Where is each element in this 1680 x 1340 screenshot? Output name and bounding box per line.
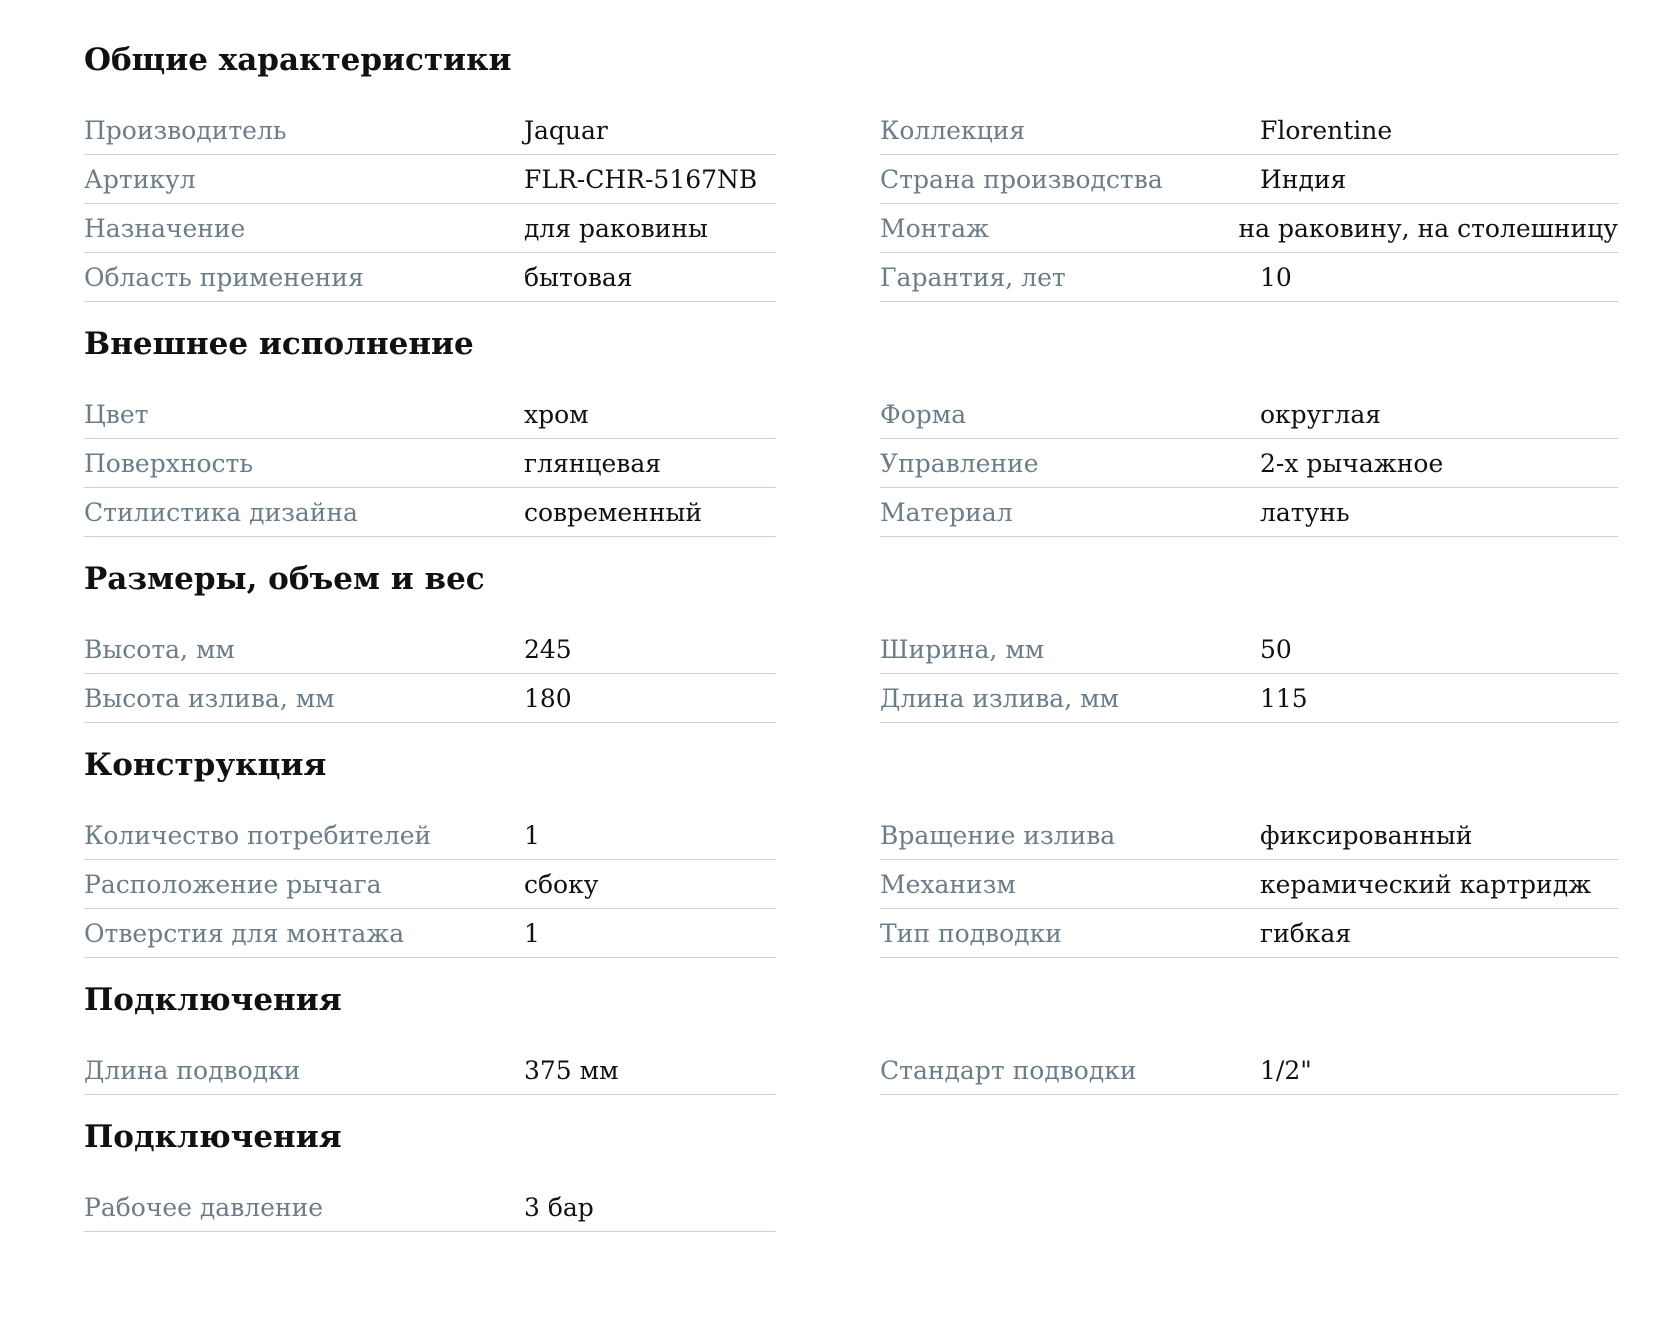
spec-column-left xyxy=(84,1046,776,1095)
spec-column-right xyxy=(880,106,1618,302)
spec-value: глянцевая xyxy=(524,448,662,478)
spec-row xyxy=(880,439,1618,488)
spec-column-left xyxy=(84,390,776,537)
spec-label: Форма xyxy=(880,399,967,429)
spec-label: Механизм xyxy=(880,869,1016,899)
spec-label: Высота, мм xyxy=(84,634,235,664)
spec-label: Вращение излива xyxy=(880,820,1116,850)
spec-section xyxy=(84,36,1680,302)
spec-row xyxy=(84,1046,776,1095)
section-title: Общие характеристики xyxy=(84,42,512,78)
spec-section xyxy=(84,1113,1680,1232)
spec-row xyxy=(84,204,776,253)
section-title: Внешнее исполнение xyxy=(84,326,474,362)
spec-row xyxy=(880,155,1618,204)
spec-column-left xyxy=(84,106,776,302)
spec-row xyxy=(880,204,1618,253)
spec-row xyxy=(84,253,776,302)
spec-section xyxy=(84,741,1680,958)
spec-row xyxy=(84,860,776,909)
spec-column-right xyxy=(880,1183,1618,1232)
section-title: Конструкция xyxy=(84,747,327,783)
spec-value: 115 xyxy=(1260,683,1308,713)
spec-value: Индия xyxy=(1260,164,1347,194)
spec-value: Jaquar xyxy=(524,115,608,145)
spec-row xyxy=(84,155,776,204)
spec-columns xyxy=(84,811,1680,958)
spec-value: округлая xyxy=(1260,399,1382,429)
spec-value: 50 xyxy=(1260,634,1292,664)
spec-label: Материал xyxy=(880,497,1013,527)
spec-label: Гарантия, лет xyxy=(880,262,1066,292)
spec-label: Длина подводки xyxy=(84,1055,301,1085)
spec-column-left xyxy=(84,625,776,723)
spec-row xyxy=(880,253,1618,302)
spec-value: 10 xyxy=(1260,262,1292,292)
spec-columns xyxy=(84,625,1680,723)
spec-label: Поверхность xyxy=(84,448,253,478)
spec-value: Florentine xyxy=(1260,115,1393,145)
spec-row xyxy=(880,488,1618,537)
spec-value: 3 бар xyxy=(524,1192,594,1222)
spec-section xyxy=(84,555,1680,723)
spec-row xyxy=(84,106,776,155)
spec-row xyxy=(84,439,776,488)
section-title: Подключения xyxy=(84,1119,342,1155)
spec-columns xyxy=(84,1046,1680,1095)
spec-value: FLR-CHR-5167NB xyxy=(524,164,758,194)
spec-row xyxy=(880,909,1618,958)
spec-column-left xyxy=(84,811,776,958)
spec-value: 1 xyxy=(524,918,540,948)
spec-label: Монтаж xyxy=(880,213,990,243)
spec-row xyxy=(880,860,1618,909)
spec-row xyxy=(84,811,776,860)
spec-row xyxy=(880,106,1618,155)
spec-value: современный xyxy=(524,497,703,527)
spec-value: на раковину, на столешницу xyxy=(1238,213,1618,243)
spec-label: Стандарт подводки xyxy=(880,1055,1137,1085)
spec-label: Высота излива, мм xyxy=(84,683,335,713)
spec-row xyxy=(880,811,1618,860)
spec-row xyxy=(880,625,1618,674)
spec-value: 1 xyxy=(524,820,540,850)
spec-label: Отверстия для монтажа xyxy=(84,918,405,948)
spec-columns xyxy=(84,1183,1680,1232)
spec-row xyxy=(84,1183,776,1232)
spec-value: сбоку xyxy=(524,869,599,899)
spec-label: Количество потребителей xyxy=(84,820,432,850)
spec-label: Стилистика дизайна xyxy=(84,497,358,527)
spec-row xyxy=(880,1046,1618,1095)
spec-value: фиксированный xyxy=(1260,820,1473,850)
spec-column-left xyxy=(84,1183,776,1232)
spec-label: Коллекция xyxy=(880,115,1026,145)
spec-columns xyxy=(84,390,1680,537)
spec-label: Область применения xyxy=(84,262,364,292)
spec-label: Страна производства xyxy=(880,164,1163,194)
spec-column-right xyxy=(880,1046,1618,1095)
spec-row xyxy=(880,674,1618,723)
spec-label: Расположение рычага xyxy=(84,869,382,899)
spec-column-right xyxy=(880,625,1618,723)
spec-label: Ширина, мм xyxy=(880,634,1045,664)
spec-column-right xyxy=(880,390,1618,537)
spec-row xyxy=(84,674,776,723)
spec-value: хром xyxy=(524,399,589,429)
spec-columns xyxy=(84,106,1680,302)
spec-value: 2-х рычажное xyxy=(1260,448,1444,478)
spec-value: 1/2" xyxy=(1260,1055,1312,1085)
spec-label: Артикул xyxy=(84,164,196,194)
spec-label: Тип подводки xyxy=(880,918,1062,948)
spec-value: 375 мм xyxy=(524,1055,619,1085)
spec-value: 180 xyxy=(524,683,572,713)
spec-column-right xyxy=(880,811,1618,958)
spec-section xyxy=(84,976,1680,1095)
spec-label: Производитель xyxy=(84,115,287,145)
section-title: Подключения xyxy=(84,982,342,1018)
spec-value: бытовая xyxy=(524,262,633,292)
spec-value: 245 xyxy=(524,634,572,664)
spec-row xyxy=(84,625,776,674)
spec-row xyxy=(880,390,1618,439)
spec-label: Длина излива, мм xyxy=(880,683,1119,713)
spec-label: Управление xyxy=(880,448,1039,478)
spec-value: керамический картридж xyxy=(1260,869,1592,899)
spec-label: Цвет xyxy=(84,399,149,429)
spec-section xyxy=(84,320,1680,537)
spec-label: Рабочее давление xyxy=(84,1192,324,1222)
spec-value: латунь xyxy=(1260,497,1350,527)
spec-row xyxy=(84,390,776,439)
spec-row xyxy=(84,488,776,537)
spec-label: Назначение xyxy=(84,213,246,243)
spec-row xyxy=(84,909,776,958)
section-title: Размеры, объем и вес xyxy=(84,561,485,597)
spec-value: для раковины xyxy=(524,213,708,243)
spec-value: гибкая xyxy=(1260,918,1352,948)
